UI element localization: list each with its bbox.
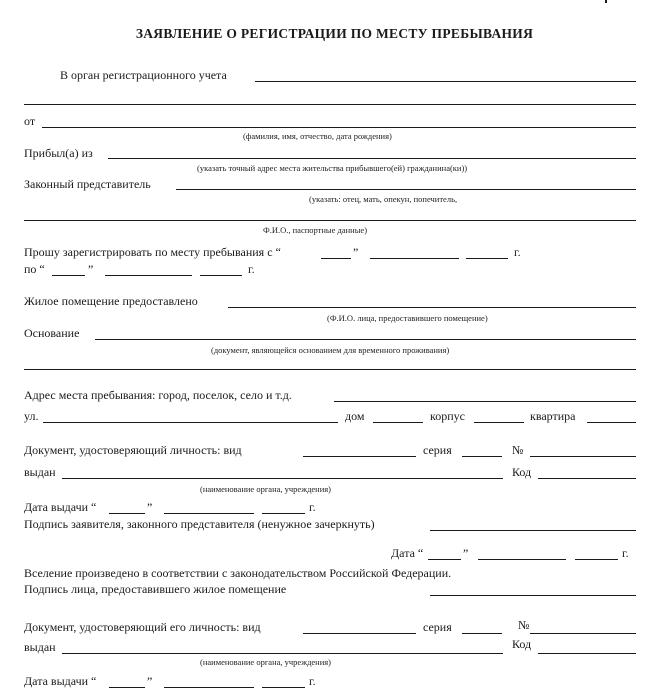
year-suffix: г.	[309, 500, 316, 514]
house-field[interactable]	[373, 422, 423, 423]
issuer-caption: (наименование органа, учреждения)	[200, 657, 332, 667]
basis-label: Основание	[24, 326, 80, 340]
date-month-field[interactable]	[478, 559, 566, 560]
housing-caption: (Ф.И.О. лица, предоставившего помещение)	[327, 313, 488, 323]
register-to-year-field[interactable]	[200, 275, 242, 276]
date-year-field[interactable]	[575, 559, 618, 560]
arrived-from-field[interactable]	[108, 158, 636, 159]
date-day-field[interactable]	[428, 559, 461, 560]
issued-label: выдан	[24, 640, 56, 654]
fio-caption: Ф.И.О., паспортные данные)	[263, 225, 368, 235]
issue-date-label: Дата выдачи “	[24, 500, 97, 514]
issue-date-year-field[interactable]	[262, 513, 305, 514]
quote-close: ”	[147, 500, 153, 514]
issued-field[interactable]	[62, 478, 503, 479]
quote-close: ”	[353, 245, 359, 259]
year-suffix: г.	[514, 245, 521, 259]
quote-close: ”	[463, 546, 469, 560]
his-issue-date-day-field[interactable]	[109, 687, 145, 688]
code-label: Код	[512, 637, 532, 651]
from-field[interactable]	[42, 127, 636, 128]
provider-signature-field[interactable]	[430, 595, 636, 596]
from-label: от	[24, 114, 36, 128]
arrived-from-label: Прибыл(а) из	[24, 146, 93, 160]
apartment-field[interactable]	[587, 422, 636, 423]
street-field[interactable]	[43, 422, 338, 423]
date-label: Дата “	[391, 546, 424, 560]
reg-organ-field[interactable]	[255, 81, 636, 82]
number-field[interactable]	[530, 456, 636, 457]
quote-close: ”	[88, 262, 94, 276]
provider-signature-label: Подпись лица, предоставившего жилое помещение	[24, 582, 287, 596]
register-to-month-field[interactable]	[105, 275, 192, 276]
legal-rep-caption: (указать: отец, мать, опекун, попечитель,	[309, 194, 458, 204]
issuer-caption: (наименование органа, учреждения)	[200, 484, 332, 494]
building-field[interactable]	[474, 422, 524, 423]
series-label: серия	[423, 620, 452, 634]
his-issued-field[interactable]	[62, 653, 503, 654]
corner-mark	[605, 0, 607, 3]
issue-date-month-field[interactable]	[164, 513, 254, 514]
legal-rep-field-line2[interactable]	[24, 220, 636, 221]
series-label: серия	[423, 443, 452, 457]
register-from-month-field[interactable]	[370, 258, 459, 259]
reg-organ-label: В орган регистрационного учета	[60, 68, 227, 82]
housing-provided-label: Жилое помещение предоставлено	[24, 294, 198, 308]
basis-caption: (документ, являющейся основанием для временного проживания)	[211, 345, 450, 355]
number-label: №	[512, 443, 524, 457]
quote-close: ”	[147, 674, 153, 688]
issue-date-day-field[interactable]	[109, 513, 145, 514]
his-issue-date-month-field[interactable]	[164, 687, 254, 688]
from-caption: (фамилия, имя, отчество, дата рождения)	[243, 131, 392, 141]
series-field[interactable]	[462, 456, 502, 457]
applicant-signature-field[interactable]	[430, 530, 636, 531]
reg-organ-field-line2[interactable]	[24, 104, 636, 105]
issue-date-label: Дата выдачи “	[24, 674, 97, 688]
his-series-field[interactable]	[462, 633, 502, 634]
register-from-year-field[interactable]	[466, 258, 508, 259]
his-id-doc-label: Документ, удостоверяющий его личность: вид	[24, 620, 261, 634]
year-suffix: г.	[309, 674, 316, 688]
housing-provided-field[interactable]	[228, 307, 636, 308]
his-id-doc-type-field[interactable]	[303, 633, 416, 634]
basis-field-line2[interactable]	[24, 369, 636, 370]
settlement-text: Вселение произведено в соответствии с законодательством Российской Федерации.	[24, 566, 452, 580]
his-issue-date-year-field[interactable]	[262, 687, 305, 688]
issued-label: выдан	[24, 465, 56, 479]
his-number-field[interactable]	[530, 633, 636, 634]
address-field[interactable]	[334, 401, 636, 402]
basis-field[interactable]	[95, 339, 636, 340]
register-to-label: по “	[24, 262, 45, 276]
legal-rep-field[interactable]	[176, 189, 636, 190]
building-label: корпус	[430, 409, 465, 423]
address-label: Адрес места пребывания: город, поселок, село и т.д.	[24, 388, 292, 402]
year-suffix: г.	[622, 546, 629, 560]
code-label: Код	[512, 465, 532, 479]
code-field[interactable]	[538, 478, 636, 479]
apartment-label: квартира	[530, 409, 576, 423]
applicant-signature-label: Подпись заявителя, законного представителя (ненужное зачеркнуть)	[24, 517, 375, 531]
legal-rep-label: Законный представитель	[24, 177, 151, 191]
id-doc-type-field[interactable]	[303, 456, 416, 457]
request-register-label: Прошу зарегистрировать по месту пребывания с “	[24, 245, 281, 259]
register-to-day-field[interactable]	[52, 275, 85, 276]
page-title: ЗАЯВЛЕНИЕ О РЕГИСТРАЦИИ ПО МЕСТУ ПРЕБЫВАНИЯ	[135, 26, 534, 41]
id-doc-label: Документ, удостоверяющий личность: вид	[24, 443, 242, 457]
street-label: ул.	[24, 409, 39, 423]
his-code-field[interactable]	[538, 653, 636, 654]
arrived-caption: (указать точный адрес места жительства прибывшего(ей) гражданина(ки))	[197, 163, 468, 173]
year-suffix: г.	[248, 262, 255, 276]
number-label: №	[518, 618, 530, 632]
register-from-day-field[interactable]	[321, 258, 351, 259]
house-label: дом	[345, 409, 365, 423]
